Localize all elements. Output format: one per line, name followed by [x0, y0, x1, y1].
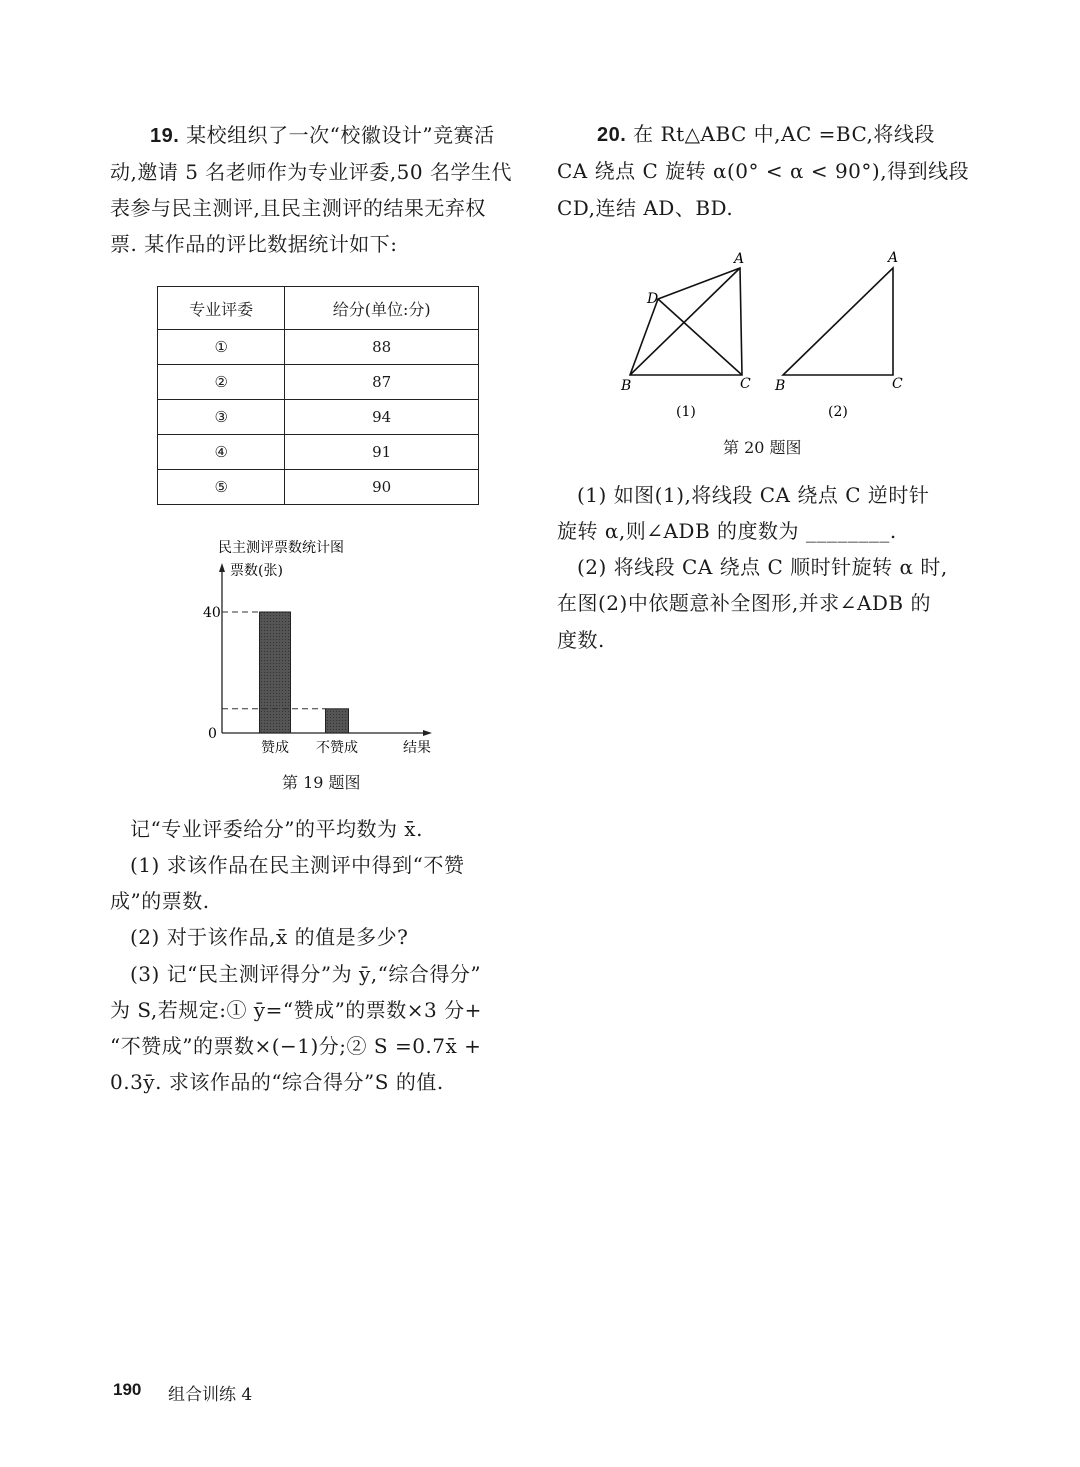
table-cell: 87 — [285, 365, 479, 400]
q19-line-4: 票. 某作品的评比数据统计如下: — [110, 232, 398, 256]
chart-title: 民主测评票数统计图 — [218, 540, 344, 556]
fig2-label-c: C — [892, 376, 903, 392]
table-header: 专业评委 — [158, 287, 285, 330]
q20-figure-caption: 第 20 题图 — [723, 438, 802, 457]
table-cell: ⑤ — [158, 470, 285, 505]
q20-line-1 — [597, 116, 935, 153]
fig2-label-a: A — [888, 250, 899, 266]
fig1-label-c: C — [740, 376, 751, 392]
table-cell: ① — [158, 330, 285, 365]
fig1-label-b: B — [621, 378, 632, 394]
q19-question-line: (3) 记“民主测评得分”为 ȳ,“综合得分” — [130, 962, 482, 986]
table-row — [158, 330, 479, 365]
fig1-label-a: A — [734, 251, 745, 267]
q19-line-2: 动,邀请 5 名老师作为专业评委,50 名学生代 — [110, 160, 512, 184]
q19-question-line: (1) 求该作品在民主测评中得到“不赞 — [130, 853, 465, 877]
bar-0 — [260, 612, 291, 733]
x-tick-label: 不赞成 — [316, 740, 358, 756]
q19-line-3: 表参与民主测评,且民主测评的结果无弃权 — [110, 196, 486, 220]
q19-number: 19. — [150, 125, 180, 147]
section-title: 组合训练 4 — [168, 1385, 253, 1405]
q20-question-line: 度数. — [557, 628, 605, 652]
table-cell: 90 — [285, 470, 479, 505]
y-tick-label: 0 — [208, 726, 217, 742]
table-row — [158, 400, 479, 435]
x-axis-label: 结果 — [403, 740, 431, 756]
figure-1-lines — [630, 268, 742, 375]
q20-question-line: (2) 将线段 CA 绕点 C 顺时针旋转 α 时, — [577, 555, 948, 579]
table-cell: 94 — [285, 400, 479, 435]
q19-figure-caption: 第 19 题图 — [282, 773, 361, 792]
vote-bar-chart — [190, 530, 460, 800]
table-cell: ④ — [158, 435, 285, 470]
fig1-caption: (1) — [676, 404, 696, 420]
table-row — [158, 470, 479, 505]
x-tick-label: 赞成 — [261, 740, 289, 756]
q19-line-1 — [150, 117, 495, 154]
q19-question-line: 为 S,若规定:① ȳ=“赞成”的票数×3 分+ — [110, 998, 482, 1022]
figure-2-triangle — [783, 268, 893, 375]
fig2-caption: (2) — [828, 404, 848, 420]
page-number: 190 — [113, 1380, 142, 1399]
table-row — [158, 435, 479, 470]
y-axis-label: 票数(张) — [230, 563, 283, 579]
q20-line-3: CD,连结 AD、BD. — [557, 196, 734, 220]
q20-line-2: CA 绕点 C 旋转 α(0° < α < 90°),得到线段 — [557, 159, 970, 183]
q19-question-line: 成”的票数. — [110, 889, 210, 913]
y-axis-arrow-icon — [219, 563, 225, 572]
x-axis-arrow-icon — [423, 730, 432, 736]
q20-question-line: 旋转 α,则∠ADB 的度数为 ________. — [557, 519, 897, 543]
y-tick-label: 40 — [203, 605, 221, 621]
table-cell: 91 — [285, 435, 479, 470]
q20-intro-text: 在 Rt△ABC 中,AC =BC,将线段 — [633, 122, 935, 146]
table-cell: 88 — [285, 330, 479, 365]
q19-question-line: “不赞成”的票数×(−1)分;② S =0.7x̄ + — [110, 1034, 482, 1058]
judge-score-table — [157, 286, 479, 505]
table-cell: ③ — [158, 400, 285, 435]
bar-1 — [326, 709, 349, 733]
table-header-row — [158, 287, 479, 330]
q20-number: 20. — [597, 124, 627, 146]
fig1-label-d: D — [647, 291, 659, 307]
q19-question-line: 0.3ȳ. 求该作品的“综合得分”S 的值. — [110, 1070, 444, 1094]
table-header: 给分(单位:分) — [285, 287, 479, 330]
q20-figures — [600, 245, 930, 430]
fig2-label-b: B — [775, 378, 786, 394]
q19-intro-text: 某校组织了一次“校徽设计”竞赛活 — [186, 123, 495, 147]
table-row — [158, 365, 479, 400]
table-cell: ② — [158, 365, 285, 400]
q20-question-line: 在图(2)中依题意补全图形,并求∠ADB 的 — [557, 591, 931, 615]
q20-question-line: (1) 如图(1),将线段 CA 绕点 C 逆时针 — [577, 483, 930, 507]
q19-question-line: 记“专业评委给分”的平均数为 x̄. — [130, 817, 423, 841]
q19-question-line: (2) 对于该作品,x̄ 的值是多少? — [130, 925, 409, 949]
